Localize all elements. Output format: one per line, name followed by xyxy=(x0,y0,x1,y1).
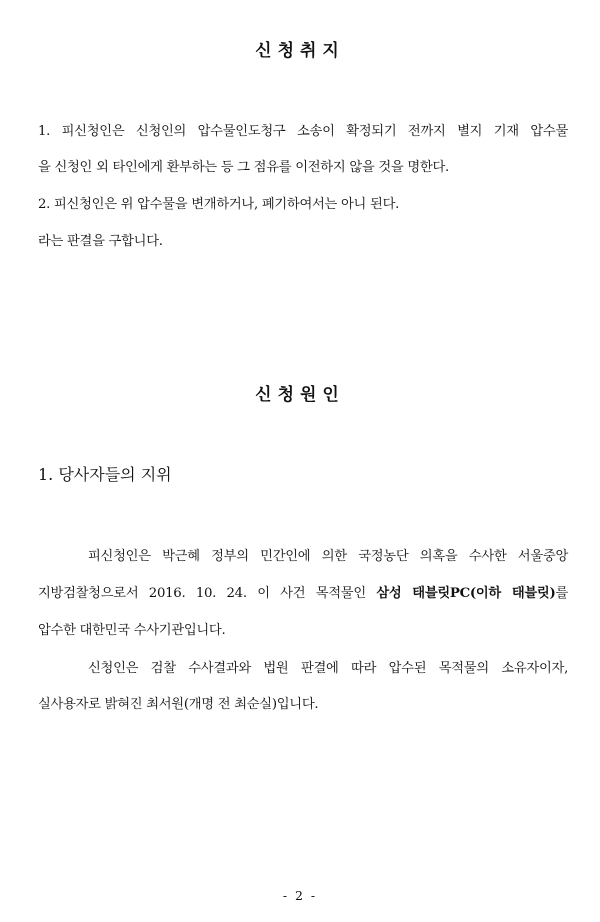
section-title-application-grounds: 신청원인 xyxy=(255,385,345,405)
purpose-item-1-line-1: 1. 피신청인은 신청인의 압수물인도청구 소송이 확정되기 전까지 별지 기재 압수물 xyxy=(38,124,568,139)
para1-line-3: 압수한 대한민국 수사기관입니다. xyxy=(38,623,226,638)
para2-line-1: 신청인은 검찰 수사결과와 법원 판결에 따라 압수된 목적물의 소유자이자, xyxy=(88,661,568,676)
para1-line-2 xyxy=(38,582,568,601)
para1-line-1: 피신청인은 박근혜 정부의 민간인에 의한 국정농단 의혹을 수사한 서울중앙 xyxy=(88,549,568,564)
purpose-item-1-line-2: 을 신청인 외 타인에게 환부하는 등 그 점유를 이전하지 않을 것을 명한다. xyxy=(38,160,449,175)
para1-line-2-tail: 를 xyxy=(555,586,568,601)
para1-bold-target: 삼성 태블릿PC(이하 태블릿) xyxy=(376,586,556,601)
page-number: - 2 - xyxy=(282,888,318,903)
subsection-title-parties-status: 1. 당사자들의 지위 xyxy=(38,465,172,484)
section-title-application-purpose: 신청취지 xyxy=(255,41,345,61)
purpose-item-2: 2. 피신청인은 위 압수물을 변개하거나, 폐기하여서는 아니 된다. xyxy=(38,197,400,212)
para1-line-2-text: 지방검찰청으로서 2016. 10. 24. 이 사건 목적물인 xyxy=(38,586,377,601)
purpose-closing: 라는 판결을 구합니다. xyxy=(38,234,163,249)
para2-line-2: 실사용자로 밝혀진 최서원(개명 전 최순실)입니다. xyxy=(38,697,319,712)
